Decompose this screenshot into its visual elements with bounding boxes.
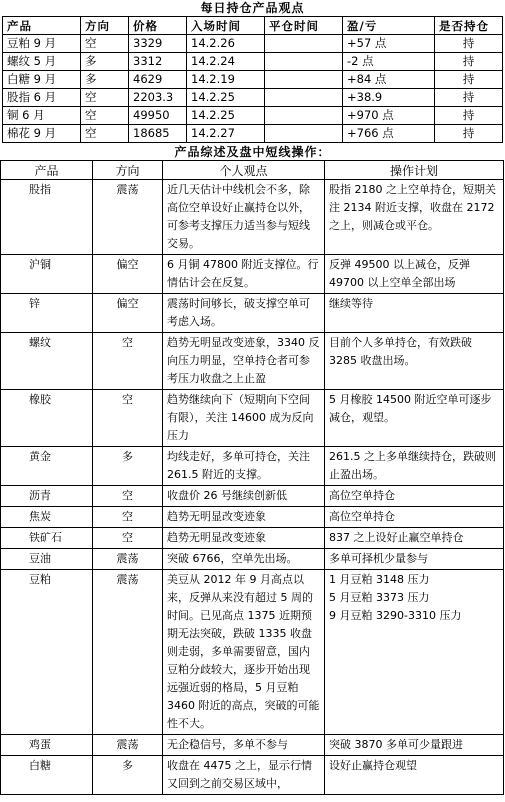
holdings-cell-exit-time [265,89,343,107]
holdings-cell-direction: 空 [81,89,129,107]
overview-cell-direction: 多 [93,447,163,486]
holdings-cell-entry-time: 14.2.25 [187,107,265,125]
overview-cell-product: 股指 [1,180,93,255]
overview-cell-product: 沥青 [1,486,93,507]
overview-cell-direction: 震荡 [93,570,163,735]
holdings-header-price: 价格 [129,17,187,35]
overview-cell-view: 6 月铜 47800 附近支撑位。行情估计会在反复。 [163,255,325,294]
holdings-cell-product: 铜 6 月 [3,107,81,125]
holdings-cell-holding: 持 [435,125,503,143]
holdings-header-entry-time: 入场时间 [187,17,265,35]
holdings-cell-holding: 持 [435,53,503,71]
overview-row [1,507,504,528]
holdings-header-direction: 方向 [81,17,129,35]
overview-cell-product: 鸡蛋 [1,735,93,756]
overview-row [1,486,504,507]
overview-row [1,294,504,333]
overview-cell-direction: 偏空 [93,294,163,333]
holdings-header-holding: 是否持仓 [435,17,503,35]
overview-cell-direction: 震荡 [93,735,163,756]
holdings-cell-price: 3329 [129,35,187,53]
holdings-cell-entry-time: 14.2.27 [187,125,265,143]
overview-cell-direction: 空 [93,507,163,528]
overview-cell-plan: 反弹 49500 以上减仓，反弹 49700 以上空单全部出场 [325,255,504,294]
holdings-cell-price: 3312 [129,53,187,71]
holdings-table [2,16,503,143]
holdings-row [3,71,503,89]
overview-table [0,160,504,795]
overview-cell-product: 锌 [1,294,93,333]
holdings-cell-entry-time: 14.2.24 [187,53,265,71]
overview-cell-product: 沪铜 [1,255,93,294]
holdings-cell-pnl: +38.9 [343,89,435,107]
overview-cell-view: 无企稳信号，多单不参与 [163,735,325,756]
holdings-cell-exit-time [265,125,343,143]
overview-row [1,333,504,390]
overview-row [1,735,504,756]
overview-row [1,180,504,255]
overview-cell-view: 震荡时间够长，破支撑空单可考虑入场。 [163,294,325,333]
holdings-cell-exit-time [265,71,343,89]
holdings-cell-direction: 空 [81,107,129,125]
overview-header-view: 个人观点 [163,161,325,180]
holdings-cell-direction: 空 [81,125,129,143]
holdings-cell-price: 18685 [129,125,187,143]
holdings-cell-pnl: -2 点 [343,53,435,71]
overview-row [1,570,504,735]
overview-row [1,255,504,294]
overview-cell-product: 焦炭 [1,507,93,528]
overview-cell-view: 趋势继续向下（短期向下空间有限），关注 14600 成为反向压力 [163,390,325,447]
holdings-cell-direction: 多 [81,71,129,89]
holdings-cell-pnl: +84 点 [343,71,435,89]
holdings-cell-product: 股指 6 月 [3,89,81,107]
holdings-cell-price: 49950 [129,107,187,125]
overview-cell-plan: 多单可择机少量参与 [325,549,504,570]
overview-cell-product: 黄金 [1,447,93,486]
holdings-cell-product: 螺纹 5 月 [3,53,81,71]
overview-cell-product: 螺纹 [1,333,93,390]
holdings-cell-pnl: +970 点 [343,107,435,125]
overview-cell-plan: 261.5 之上多单继续持仓，跌破则止盈出场。 [325,447,504,486]
overview-cell-direction: 偏空 [93,255,163,294]
holdings-cell-product: 豆粕 9 月 [3,35,81,53]
holdings-cell-price: 2203.3 [129,89,187,107]
overview-cell-direction: 震荡 [93,549,163,570]
overview-header-row [1,161,504,180]
overview-cell-plan: 高位空单持仓 [325,486,504,507]
overview-header-direction: 方向 [93,161,163,180]
overview-cell-plan: 设好止赢持仓观望 [325,756,504,795]
holdings-row [3,107,503,125]
overview-cell-view: 均线走好，多单可持仓，关注 261.5 附近的支撑。 [163,447,325,486]
overview-cell-view: 趋势无明显改变迹象，3340 反向压力明显，空单持仓者可参考压力收盘之上止盈 [163,333,325,390]
overview-cell-view: 收盘价 26 号继续创新低 [163,486,325,507]
overview-cell-plan: 高位空单持仓 [325,507,504,528]
overview-row [1,549,504,570]
overview-cell-product: 橡胶 [1,390,93,447]
holdings-cell-direction: 多 [81,53,129,71]
overview-row [1,390,504,447]
holdings-row [3,89,503,107]
overview-cell-plan: 1 月豆粕 3148 压力 5 月豆粕 3373 压力 9 月豆粕 3290-3310 压力 [325,570,504,735]
holdings-cell-holding: 持 [435,107,503,125]
overview-cell-direction: 多 [93,756,163,795]
holdings-cell-exit-time [265,35,343,53]
holdings-cell-product: 白糖 9 月 [3,71,81,89]
holdings-cell-entry-time: 14.2.25 [187,89,265,107]
overview-cell-view: 近几天估计中线机会不多，除高位空单设好止赢持仓以外，可参考支撑压力适当参与短线交易。 [163,180,325,255]
holdings-cell-entry-time: 14.2.26 [187,35,265,53]
holdings-cell-direction: 空 [81,35,129,53]
holdings-cell-holding: 持 [435,35,503,53]
holdings-cell-entry-time: 14.2.19 [187,71,265,89]
overview-cell-plan: 股指 2180 之上空单持仓，短期关注 2134 附近支撑，收盘在 2172 之上，则减仓或平仓。 [325,180,504,255]
holdings-header-row [3,17,503,35]
overview-cell-plan: 目前个人多单持仓，有效跌破 3285 收盘出场。 [325,333,504,390]
holdings-cell-holding: 持 [435,71,503,89]
overview-cell-product: 豆粕 [1,570,93,735]
overview-cell-plan: 突破 3870 多单可少量跟进 [325,735,504,756]
overview-cell-direction: 空 [93,486,163,507]
holdings-row [3,35,503,53]
overview-cell-product: 铁矿石 [1,528,93,549]
holdings-cell-pnl: +57 点 [343,35,435,53]
overview-cell-product: 豆油 [1,549,93,570]
overview-cell-view: 趋势无明显改变迹象 [163,507,325,528]
holdings-header-exit-time: 平仓时间 [265,17,343,35]
overview-header-product: 产品 [1,161,93,180]
overview-cell-direction: 空 [93,528,163,549]
holdings-cell-exit-time [265,53,343,71]
holdings-cell-product: 棉花 9 月 [3,125,81,143]
holdings-header-pnl: 盈/亏 [343,17,435,35]
overview-cell-direction: 震荡 [93,180,163,255]
holdings-cell-price: 4629 [129,71,187,89]
holdings-cell-exit-time [265,107,343,125]
holdings-header-product: 产品 [3,17,81,35]
holdings-row [3,53,503,71]
holdings-cell-pnl: +766 点 [343,125,435,143]
overview-cell-direction: 空 [93,333,163,390]
overview-cell-view: 收盘在 4475 之上，显示行情又回到之前交易区域中， [163,756,325,795]
overview-header-plan: 操作计划 [325,161,504,180]
overview-cell-plan: 继续等待 [325,294,504,333]
page-title: 每日持仓产品观点 [200,1,305,15]
overview-cell-plan: 837 之上设好止赢空单持仓 [325,528,504,549]
overview-cell-product: 白糖 [1,756,93,795]
section-subtitle: 产品综述及盘中短线操作： [174,145,331,159]
holdings-cell-holding: 持 [435,89,503,107]
overview-cell-view: 趋势无明显改变迹象 [163,528,325,549]
overview-cell-view: 突破 6766，空单先出场。 [163,549,325,570]
overview-row [1,756,504,795]
overview-row [1,447,504,486]
overview-cell-view: 美豆从 2012 年 9 月高点以来，反弹从来没有超过 5 周的时间。已见高点 1375 近期预期无法突破，跌破 1335 收盘则走弱，多单需要留意，国内豆粕分歧较大，逐步开始出现远强近弱的格局，5 月豆粕 3460 附近的高点，突破的可能性不大。 [163,570,325,735]
overview-row [1,528,504,549]
overview-cell-direction: 空 [93,390,163,447]
holdings-row [3,125,503,143]
overview-cell-plan: 5 月橡胶 14500 附近空单可逐步减仓，观望。 [325,390,504,447]
